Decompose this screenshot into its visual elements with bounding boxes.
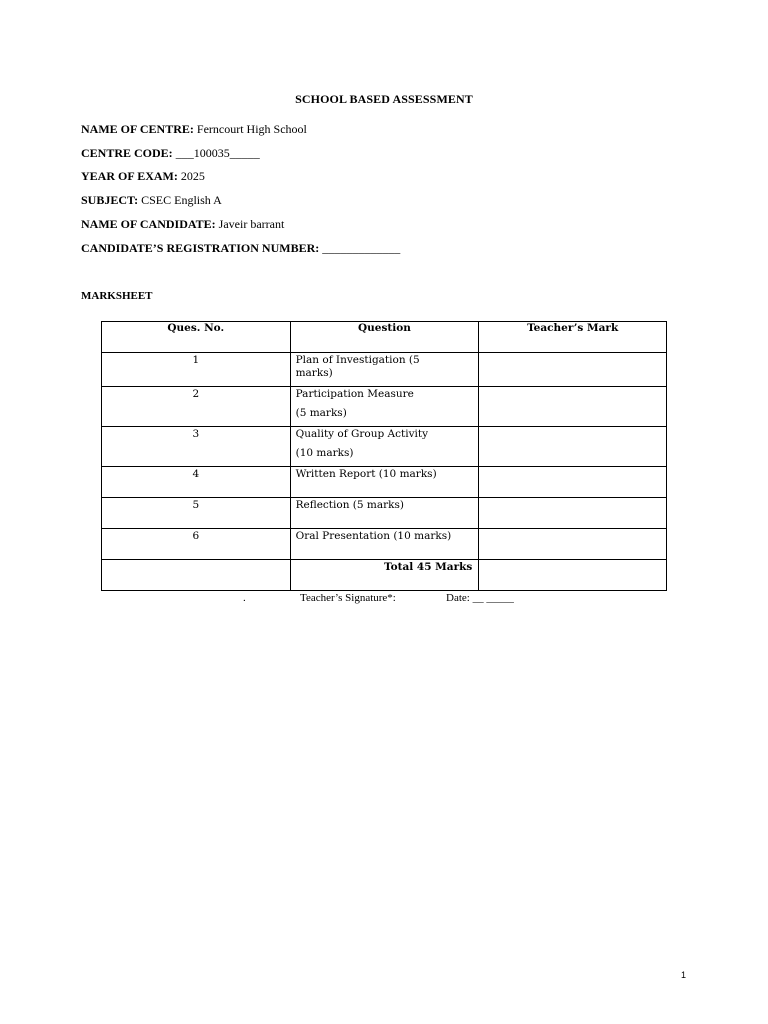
teachers-mark-cell[interactable] [479,387,667,427]
question-number-cell [102,467,291,498]
column-header-question [290,322,479,353]
teachers-mark-cell[interactable] [479,467,667,498]
question-number: 3 [192,428,200,440]
subject-value: CSEC English A [141,193,222,207]
question-number: 5 [192,499,200,511]
question-cell [290,467,479,498]
column-header-teachers-mark [479,322,667,353]
question-number-cell [102,353,291,387]
subject-label: SUBJECT: [81,193,139,207]
candidate-name-label: NAME OF CANDIDATE: [81,217,216,231]
table-row [102,467,667,498]
question-text: Participation Measure [295,388,414,400]
question-number: 1 [192,354,200,366]
column-header-ques-no [102,322,291,353]
question-number-cell [102,498,291,529]
question-cell [290,498,479,529]
candidate-name-value: Javeir barrant [218,217,285,231]
registration-number-label: CANDIDATE’S REGISTRATION NUMBER: [81,241,320,255]
question-cell [290,353,479,387]
question-number: 6 [192,530,200,542]
table-row [102,529,667,560]
table-header-row [102,322,667,353]
teachers-mark-cell[interactable] [479,498,667,529]
year-of-exam-field [81,169,205,184]
question-text-continued: (5 marks) [295,407,347,419]
marksheet-table [101,321,667,591]
question-cell [290,427,479,467]
table-row [102,427,667,467]
footer-dot: . [243,592,246,604]
centre-code-field [81,146,260,161]
question-cell [290,529,479,560]
question-cell [290,387,479,427]
teachers-signature-label: Teacher’s Signature*: [300,592,396,604]
table-row [102,387,667,427]
centre-name-field [81,122,307,137]
question-text: Plan of Investigation (5 [295,354,420,366]
centre-code-label: CENTRE CODE: [81,146,173,160]
centre-name-label: NAME OF CENTRE: [81,122,194,136]
teachers-mark-cell[interactable] [479,529,667,560]
total-label: Total 45 Marks [383,561,473,573]
question-text: Reflection (5 marks) [295,499,405,511]
question-number-cell [102,529,291,560]
page-number: 1 [681,970,687,980]
question-number-cell [102,387,291,427]
centre-name-value: Ferncourt High School [196,122,307,136]
question-text-continued: (10 marks) [295,447,354,459]
registration-number-value: _____________ [322,241,401,255]
column-header-label: Ques. No. [167,322,225,334]
candidate-name-field [81,217,284,232]
registration-number-field [81,241,400,256]
question-number: 4 [192,468,200,480]
total-empty-cell [102,560,291,591]
subject-field [81,193,222,208]
centre-code-value: ___100035_____ [175,146,260,160]
column-header-label: Question [358,322,411,334]
document-title: SCHOOL BASED ASSESSMENT [295,92,473,106]
question-text: Oral Presentation (10 marks) [295,530,452,542]
teachers-mark-cell[interactable] [479,353,667,387]
date-label: Date: __ _____ [446,592,514,604]
question-text: Written Report (10 marks) [295,468,437,480]
marksheet-heading: MARKSHEET [81,290,153,302]
question-text: Quality of Group Activity [295,428,429,440]
table-row [102,498,667,529]
total-label-cell [290,560,479,591]
question-number: 2 [192,388,200,400]
total-mark-cell[interactable] [479,560,667,591]
total-row [102,560,667,591]
teachers-mark-cell[interactable] [479,427,667,467]
column-header-label: Teacher’s Mark [527,322,619,334]
question-number-cell [102,427,291,467]
question-text-continued: marks) [295,367,333,379]
table-row [102,353,667,387]
year-of-exam-label: YEAR OF EXAM: [81,169,178,183]
year-of-exam-value: 2025 [180,169,205,183]
